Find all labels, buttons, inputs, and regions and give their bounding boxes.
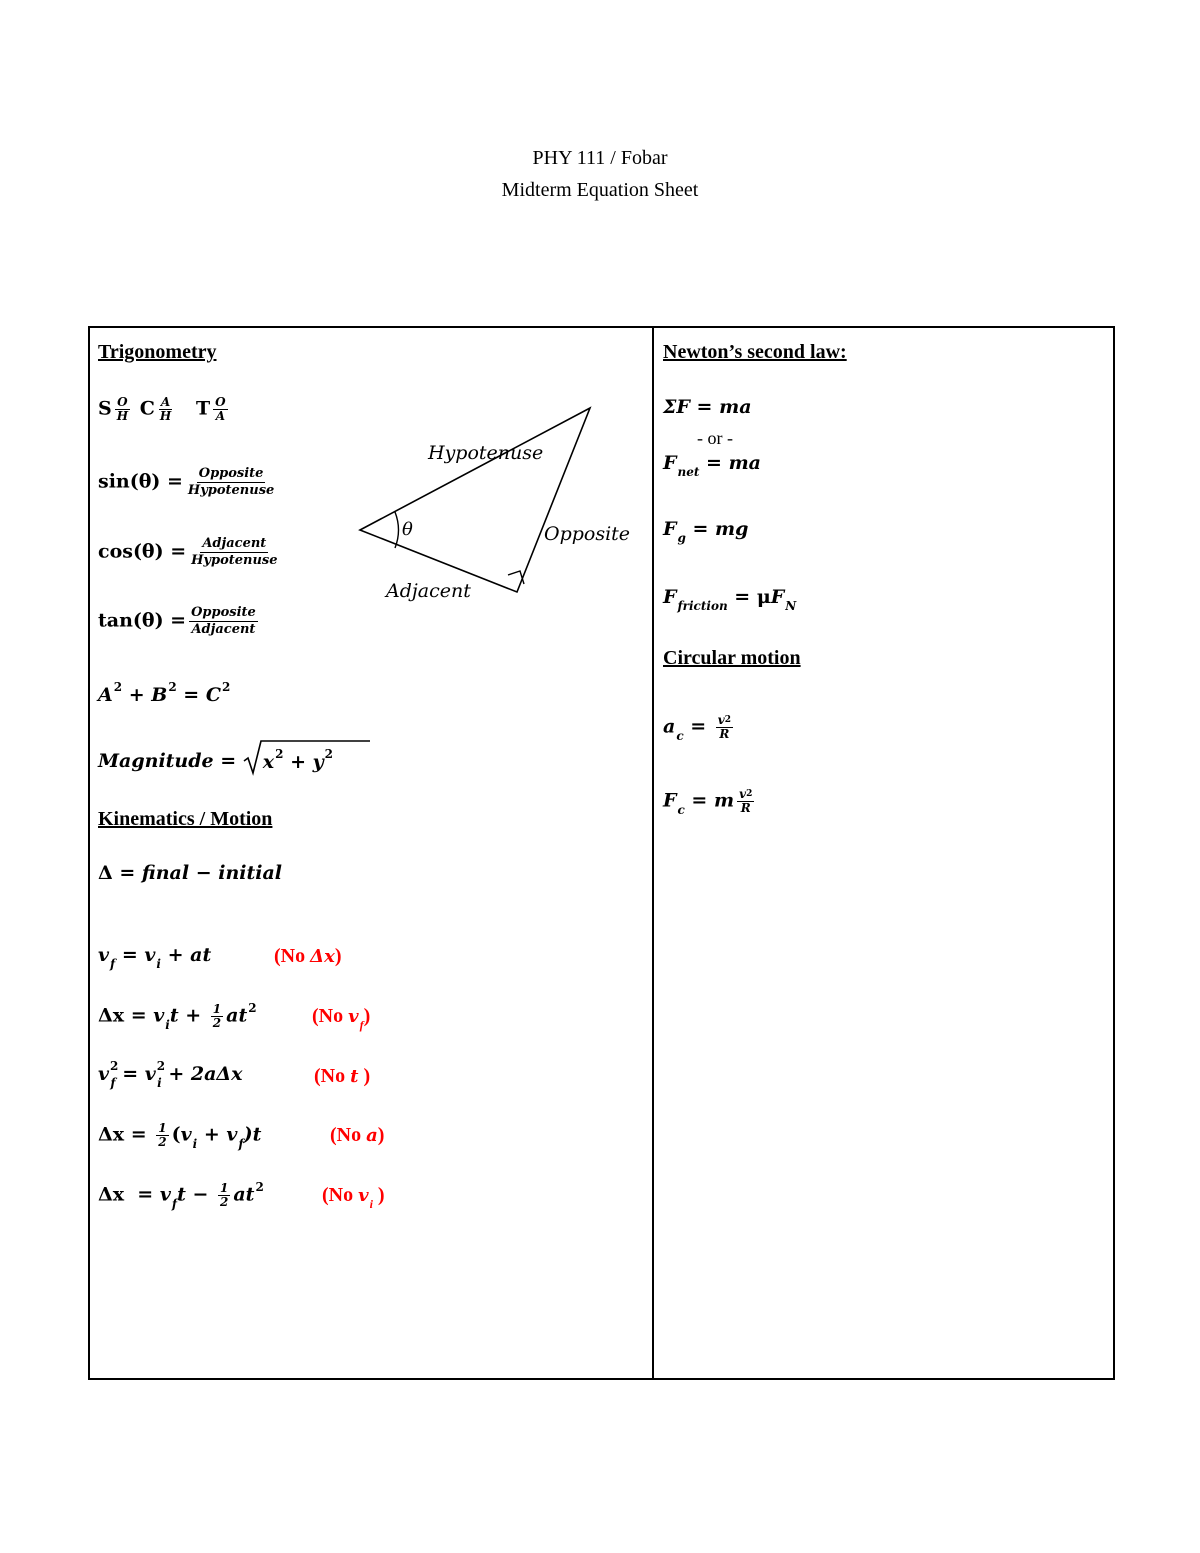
eq5-at: at <box>233 1183 255 1206</box>
eq3-eq: = <box>115 1063 145 1085</box>
delta-initial: initial <box>218 862 283 884</box>
cosine-lhs: cos(θ) = <box>98 540 187 563</box>
pythag-b: B <box>151 684 168 706</box>
note1-post: ) <box>334 945 342 967</box>
tangent-lhs: tan(θ) = <box>98 609 187 632</box>
note3-var: t <box>350 1066 359 1087</box>
centripetal-a-sub: c <box>676 728 684 743</box>
newton-or-separator: - or - <box>697 428 733 448</box>
note5-var: v <box>358 1185 369 1206</box>
kinematic-eq-4 <box>98 1122 261 1149</box>
friction-eq: = <box>727 586 757 608</box>
centripetal-a-exp: 2 <box>724 715 732 725</box>
newton-heading: Newton’s second law: <box>663 341 847 363</box>
newton-ma-2: ma <box>728 452 761 474</box>
note2-sub: f <box>359 1018 364 1032</box>
note4-pre: (No <box>330 1124 367 1146</box>
pythag-b-exp: 2 <box>168 680 177 694</box>
newton-sum-equation <box>663 396 752 418</box>
soh-fraction <box>115 396 130 423</box>
cah-num: A <box>160 395 171 409</box>
pythag-plus: + <box>122 684 152 706</box>
note5-sub: i <box>369 1197 373 1211</box>
note-no-a <box>330 1124 384 1147</box>
magnitude-equation <box>98 747 334 773</box>
delta-symbol: Δ <box>98 862 113 884</box>
eq3-v: v <box>98 1063 110 1085</box>
centripetal-f-den: R <box>740 801 751 815</box>
gravity-mg: mg <box>715 518 749 540</box>
eq4-open: ( <box>171 1123 181 1146</box>
friction-n-sub: N <box>785 599 797 613</box>
note5-pre: (No <box>322 1184 359 1206</box>
circular-motion-heading: Circular motion <box>663 647 801 669</box>
triangle-outline <box>360 408 590 592</box>
toa-num: O <box>215 395 226 409</box>
adjacent-label: Adjacent <box>386 580 471 602</box>
pythagorean-equation <box>98 680 231 706</box>
soh-letter: S <box>98 397 112 420</box>
eq5-exp: 2 <box>255 1179 264 1194</box>
centripetal-a-den: R <box>719 727 730 741</box>
toa-den: A <box>215 409 226 423</box>
eq2-i-sub: i <box>165 1017 170 1032</box>
pythag-a-exp: 2 <box>113 680 123 694</box>
eq1-eq: = <box>115 944 145 966</box>
centripetal-force-equation <box>663 788 757 815</box>
centripetal-a-v: v <box>717 713 725 727</box>
eq5-t: t <box>177 1183 186 1206</box>
gravity-f: F <box>663 518 677 540</box>
eq1-at: at <box>190 944 212 966</box>
hypotenuse-label: Hypotenuse <box>428 442 544 464</box>
cosine-fraction <box>189 536 279 569</box>
note-no-vi <box>322 1184 385 1211</box>
note3-post: ) <box>358 1065 371 1087</box>
page-header <box>0 142 1200 206</box>
kinematic-eq-1 <box>98 944 212 971</box>
square-root <box>243 747 334 773</box>
cosine-den: Hypotenuse <box>191 553 278 568</box>
course-title: PHY 111 / Fobar <box>532 147 668 169</box>
newton-sum-f: ΣF <box>663 396 690 418</box>
magnitude-y-exp: 2 <box>324 747 334 761</box>
centripetal-f-m: m <box>713 789 735 812</box>
eq5-half-den: 2 <box>220 1195 229 1209</box>
eq2-v: v <box>153 1004 165 1027</box>
eq1-v: v <box>98 944 110 966</box>
eq3-plus: + <box>161 1063 191 1085</box>
friction-f: F <box>663 586 677 608</box>
eq5-half <box>218 1182 230 1209</box>
newton-eq-2: = <box>699 452 729 474</box>
cah-den: H <box>159 409 172 423</box>
note5-post: ) <box>372 1184 385 1206</box>
eq4-eq: = <box>124 1123 154 1146</box>
magnitude-label: Magnitude <box>98 750 214 772</box>
eq2-dx: Δx <box>98 1004 125 1027</box>
pythag-a: A <box>98 684 113 706</box>
note4-post: ) <box>377 1124 385 1146</box>
friction-fn: F <box>770 586 785 608</box>
eq3-i-sub: i <box>157 1076 162 1090</box>
eq2-half-num: 1 <box>212 1002 222 1016</box>
magnitude-x: x <box>262 751 275 773</box>
cah-fraction <box>158 396 173 423</box>
eq2-t: t <box>169 1004 179 1027</box>
note1-var: Δx <box>310 946 335 967</box>
centripetal-f: F <box>663 789 677 812</box>
centripetal-f-exp: 2 <box>746 789 753 799</box>
newton-net-equation <box>663 452 761 479</box>
centripetal-f-fraction <box>737 788 754 815</box>
eq2-half <box>211 1003 223 1030</box>
note-no-vf <box>312 1005 371 1032</box>
eq4-v2: v <box>226 1123 238 1146</box>
eq4-half-den: 2 <box>158 1135 167 1149</box>
eq5-dx: Δx <box>98 1183 125 1206</box>
trigonometry-heading: Trigonometry <box>98 341 217 363</box>
sheet-title: Midterm Equation Sheet <box>501 179 699 201</box>
tangent-den: Adjacent <box>191 622 256 637</box>
gravity-eq: = <box>685 518 716 540</box>
centripetal-a-fraction <box>716 714 733 741</box>
friction-sub: friction <box>677 599 728 613</box>
centripetal-f-eq: = <box>684 789 714 812</box>
toa-fraction <box>213 396 227 423</box>
eq4-close: )t <box>243 1123 262 1146</box>
kinematic-eq-2 <box>98 1000 257 1032</box>
sine-fraction <box>186 466 276 499</box>
angle-arc <box>395 512 399 548</box>
newton-ma-1: ma <box>719 396 752 418</box>
sine-lhs: sin(θ) = <box>98 470 183 493</box>
note1-pre: (No <box>274 945 311 967</box>
note-no-t <box>314 1065 370 1088</box>
friction-mu: μ <box>756 586 771 608</box>
theta-label: θ <box>402 519 413 540</box>
note-no-delta-x <box>274 945 341 968</box>
eq4-half <box>156 1122 168 1149</box>
eq5-minus: − <box>185 1183 215 1206</box>
eq3-v2: v <box>144 1063 156 1085</box>
pythag-c: C <box>205 684 221 706</box>
centripetal-a: a <box>663 715 676 738</box>
eq1-v2: v <box>144 944 156 966</box>
soh-num: O <box>117 395 128 409</box>
sine-equation <box>98 466 279 499</box>
centripetal-a-eq: = <box>683 715 713 738</box>
pythag-eq: = <box>176 684 206 706</box>
centripetal-a-num <box>716 714 733 728</box>
eq4-i-sub: i <box>192 1136 198 1151</box>
delta-final: final <box>141 862 190 884</box>
pythag-c-exp: 2 <box>221 680 231 694</box>
eq1-f-sub: f <box>110 957 116 971</box>
eq2-at: at <box>226 1004 248 1027</box>
eq5-eq: = <box>124 1183 160 1206</box>
kinematics-heading: Kinematics / Motion <box>98 808 273 830</box>
centripetal-f-v: v <box>739 787 747 801</box>
delta-minus: − <box>189 862 219 884</box>
delta-definition <box>98 862 282 884</box>
magnitude-x-exp: 2 <box>275 747 284 761</box>
note2-var: v <box>348 1006 359 1027</box>
magnitude-y: y <box>312 751 324 773</box>
note2-pre: (No <box>312 1005 349 1027</box>
eq5-v: v <box>159 1183 171 1206</box>
tangent-fraction <box>189 605 258 638</box>
eq3-f-exp: 2 <box>110 1059 119 1073</box>
eq1-plus: + <box>160 944 191 966</box>
friction-equation <box>663 586 797 613</box>
tangent-equation <box>98 605 261 638</box>
eq5-half-num: 1 <box>220 1181 229 1195</box>
cosine-equation <box>98 536 283 569</box>
eq4-dx: Δx <box>98 1123 125 1146</box>
eq2-half-den: 2 <box>212 1016 222 1030</box>
eq2-eq: = <box>124 1004 154 1027</box>
eq4-f-sub: f <box>238 1136 244 1151</box>
centripetal-acceleration-equation <box>663 714 736 741</box>
eq3-term: 2aΔx <box>190 1063 243 1085</box>
eq4-plus: + <box>197 1123 227 1146</box>
opposite-label: Opposite <box>544 523 631 545</box>
cosine-num: Adjacent <box>202 536 267 551</box>
eq3-i-exp: 2 <box>156 1059 166 1073</box>
tangent-num: Opposite <box>191 605 256 620</box>
cah-letter: C <box>139 397 155 420</box>
gravity-g-sub: g <box>677 531 686 545</box>
gravity-equation <box>663 518 749 545</box>
sine-den: Hypotenuse <box>187 483 275 498</box>
centripetal-f-sub: c <box>677 802 685 817</box>
soh-den: H <box>116 409 129 423</box>
newton-net-sub: net <box>677 465 700 479</box>
magnitude-plus: + <box>283 751 313 773</box>
right-triangle-diagram <box>350 400 650 610</box>
toa-letter: T <box>196 397 211 420</box>
note2-post: ) <box>363 1005 371 1027</box>
note4-var: a <box>366 1125 378 1146</box>
kinematic-eq-5 <box>98 1179 264 1211</box>
column-divider <box>652 326 654 1378</box>
eq1-i-sub: i <box>156 957 161 971</box>
eq4-v: v <box>180 1123 192 1146</box>
newton-f-net: F <box>663 452 677 474</box>
eq3-f-sub: f <box>110 1076 116 1090</box>
eq4-half-num: 1 <box>158 1121 167 1135</box>
eq5-f-sub: f <box>171 1196 178 1211</box>
magnitude-eq: = <box>213 750 243 772</box>
note3-pre: (No <box>314 1065 351 1087</box>
centripetal-f-num <box>737 788 754 802</box>
sohcahtoa-mnemonic <box>98 396 231 423</box>
delta-eq: = <box>112 862 142 884</box>
kinematic-eq-3 <box>98 1059 243 1090</box>
sine-num: Opposite <box>198 466 264 481</box>
newton-eq-1: = <box>689 396 720 418</box>
eq2-plus: + <box>178 1004 208 1027</box>
radical-sign-icon <box>243 739 371 777</box>
eq2-exp: 2 <box>248 1000 257 1015</box>
